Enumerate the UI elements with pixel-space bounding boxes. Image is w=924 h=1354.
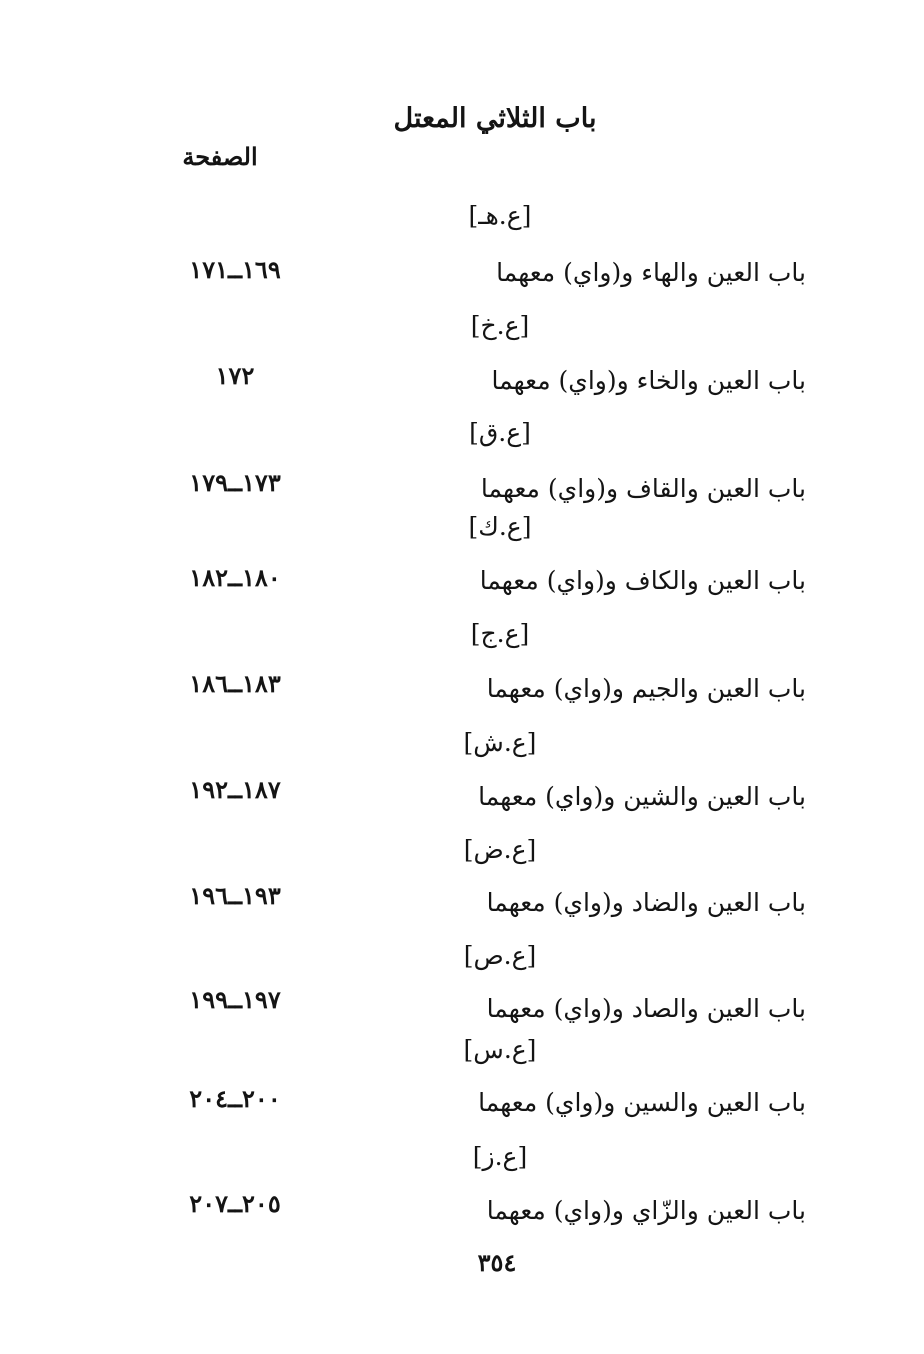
page-number: ٣٥٤ bbox=[477, 1248, 517, 1277]
section-code: [ع.ص] bbox=[463, 941, 537, 970]
section-code: [ع.ج] bbox=[470, 619, 530, 648]
toc-entry-label: باب العين والهاء و(واي) معهما bbox=[496, 258, 806, 287]
section-code: [ع.ك] bbox=[468, 512, 532, 541]
section-code: [ع.ق] bbox=[469, 418, 531, 447]
section-code: [ع.هـ] bbox=[468, 201, 532, 230]
toc-entry-pages: ١٧٣ــ١٧٩ bbox=[189, 468, 281, 497]
toc-entry-pages: ١٩٣ــ١٩٦ bbox=[189, 881, 281, 910]
section-code: [ع.ز] bbox=[472, 1142, 528, 1171]
toc-entry-pages: ١٩٧ــ١٩٩ bbox=[189, 985, 281, 1014]
toc-entry-pages: ١٦٩ــ١٧١ bbox=[189, 255, 281, 284]
toc-entry-label: باب العين والكاف و(واي) معهما bbox=[479, 566, 806, 595]
toc-entry-pages: ١٨٠ــ١٨٢ bbox=[189, 563, 281, 592]
toc-entry-pages: ١٧٢ bbox=[215, 361, 255, 390]
toc-entry-label: باب العين والجيم و(واي) معهما bbox=[486, 674, 806, 703]
toc-entry-pages: ١٨٣ــ١٨٦ bbox=[189, 669, 281, 698]
toc-entry-pages: ٢٠٠ــ٢٠٤ bbox=[189, 1084, 281, 1113]
page-column-header: الصفحة bbox=[182, 142, 258, 171]
section-code: [ع.ض] bbox=[463, 835, 537, 864]
section-code: [ع.خ] bbox=[470, 311, 530, 340]
toc-entry-label: باب العين والخاء و(واي) معهما bbox=[491, 366, 806, 395]
toc-entry-label: باب العين والزّاي و(واي) معهما bbox=[486, 1196, 806, 1225]
toc-entry-label: باب العين والشين و(واي) معهما bbox=[478, 782, 806, 811]
page-title: باب الثلاثي المعتل bbox=[393, 103, 597, 134]
toc-entry-label: باب العين والسين و(واي) معهما bbox=[478, 1088, 806, 1117]
toc-entry-label: باب العين والقاف و(واي) معهما bbox=[480, 474, 806, 503]
toc-entry-pages: ١٨٧ــ١٩٢ bbox=[189, 775, 281, 804]
toc-entry-label: باب العين والصاد و(واي) معهما bbox=[486, 994, 806, 1023]
toc-entry-label: باب العين والضاد و(واي) معهما bbox=[486, 888, 806, 917]
section-code: [ع.ش] bbox=[463, 728, 537, 757]
toc-entry-pages: ٢٠٥ــ٢٠٧ bbox=[189, 1189, 281, 1218]
section-code: [ع.س] bbox=[463, 1035, 537, 1064]
